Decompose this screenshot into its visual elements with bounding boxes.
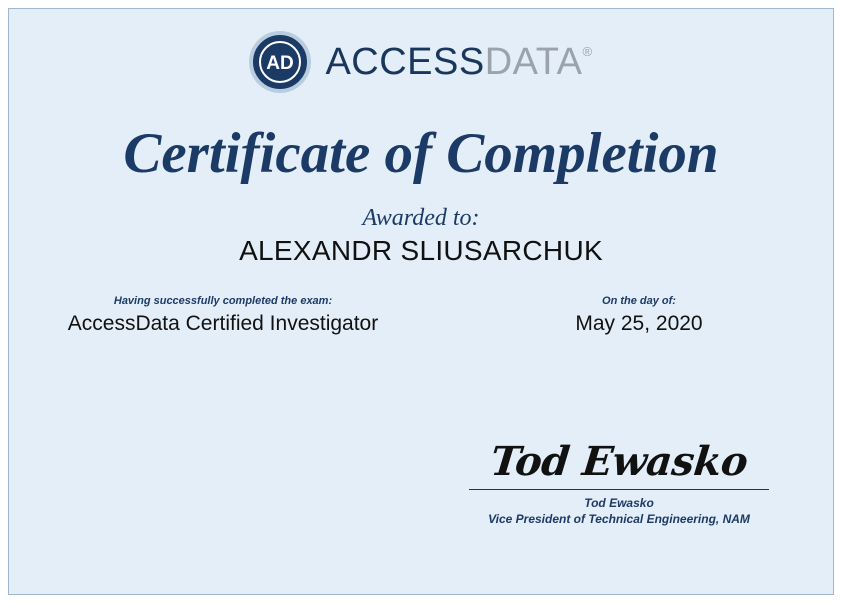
brand-wordmark-data: DATA [484, 41, 583, 83]
brand-logo [9, 31, 833, 93]
svg-text:AD: AD [266, 53, 295, 74]
registered-trademark-icon: ® [582, 44, 593, 59]
signature-rule [469, 489, 769, 490]
signatory-title: Vice President of Technical Engineering, NAM [488, 512, 750, 526]
page-title: Certificate of Completion [123, 122, 719, 185]
date-block [469, 295, 809, 336]
accessdata-monogram-icon [249, 31, 311, 93]
exam-block [43, 295, 403, 336]
brand-wordmark-access: ACCESS [325, 41, 485, 83]
recipient-name: ALEXANDR SLIUSARCHUK [239, 235, 603, 266]
certificate-document [8, 8, 834, 595]
signatory-name: Tod Ewasko [584, 496, 654, 510]
awarded-to-label: Awarded to: [362, 205, 480, 231]
signature-area [469, 438, 769, 526]
date-label: On the day of: [602, 295, 676, 307]
date-value: May 25, 2020 [575, 312, 703, 335]
signature-script: Tod Ewasko [488, 438, 750, 485]
exam-label: Having successfully completed the exam: [113, 295, 333, 307]
brand-wordmark [325, 43, 592, 81]
exam-value: AccessData Certified Investigator [67, 312, 379, 335]
